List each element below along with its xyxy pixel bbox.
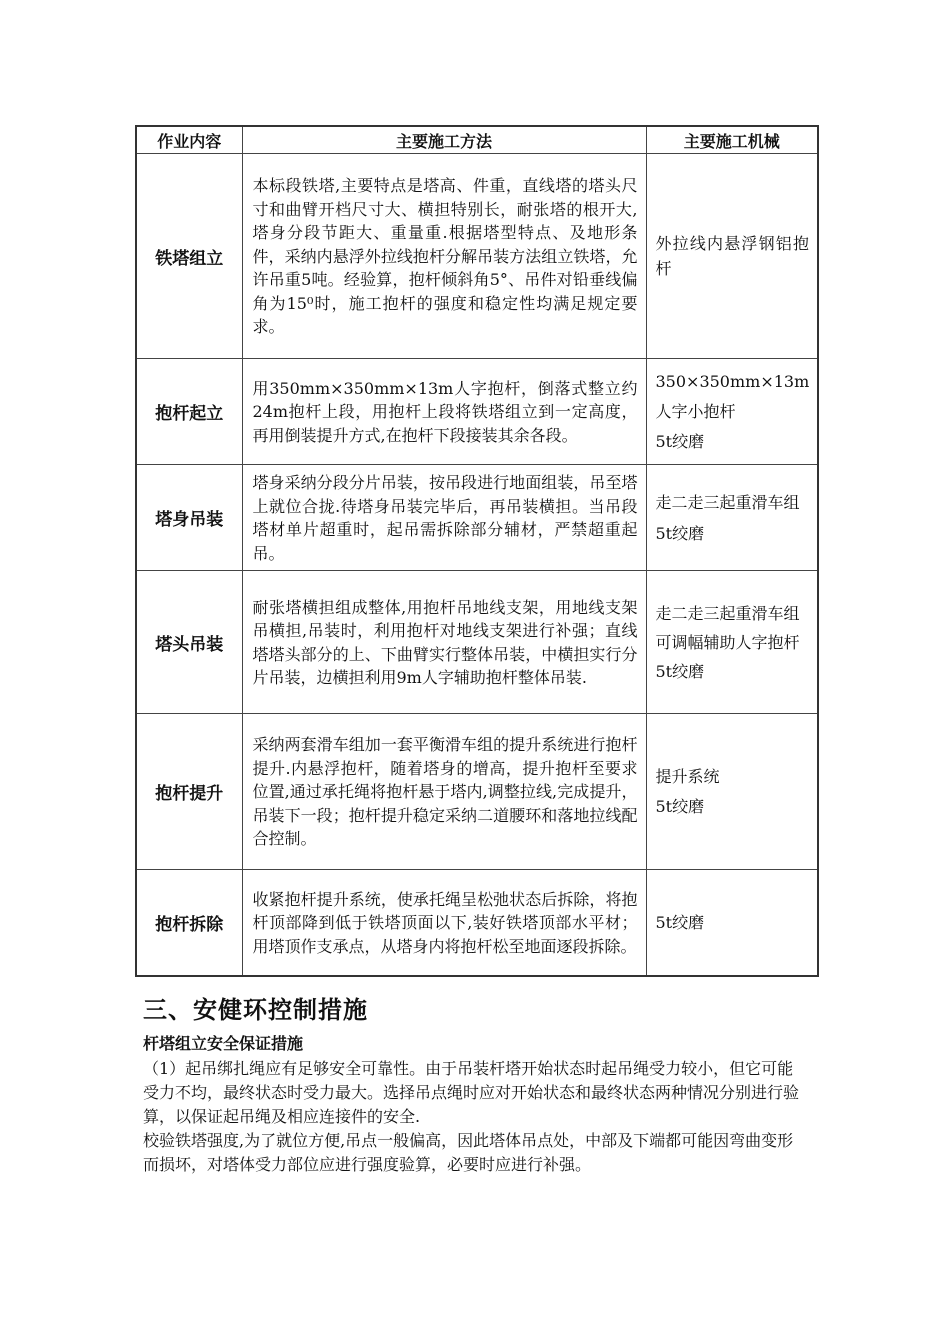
table-header-row (136, 126, 818, 154)
machinery-item: 人字小抱杆 (655, 401, 736, 421)
machinery-item: 350×350mm×13m (655, 371, 810, 391)
method-cell: 塔身采纳分段分片吊装，按吊段进行地面组装，吊至塔上就位合拢.待塔身吊装完毕后，再吊装横担。当吊段塔材单片超重时，起吊需拆除部分辅材，严禁超重起吊。 (242, 465, 646, 571)
construction-methods-table (135, 125, 819, 977)
task-cell: 塔身吊装 (136, 465, 242, 571)
machinery-item: 外拉线内悬浮钢铝抱杆 (655, 234, 809, 278)
method-cell: 耐张塔横担组成整体,用抱杆吊地线支架，用地线支架吊横担,吊装时，利用抱杆对地线支架进行补强；直线塔塔头部分的上、下曲臂实行整体吊装，中横担实行分片吊装，边横担利用9m人字辅助抱杆整体吊装. (242, 571, 646, 714)
machinery-item: 提升系统 (655, 766, 720, 786)
paragraph: 校验铁塔强度,为了就位方便,吊点一般偏高，因此塔体吊点处，中部及下端都可能因弯曲变形而损坏，对塔体受力部位应进行强度验算，必要时应进行补强。 (143, 1131, 794, 1174)
machinery-cell (646, 571, 818, 714)
machinery-cell (646, 359, 818, 465)
task-cell: 抱杆拆除 (136, 870, 242, 976)
machinery-item: 5t绞磨 (655, 796, 705, 816)
machinery-item: 可调幅辅助人字抱杆 (655, 632, 800, 652)
table-row (136, 465, 818, 571)
machinery-cell (646, 870, 818, 976)
machinery-item: 走二走三起重滑车组 (655, 603, 800, 623)
machinery-item: 5t绞磨 (655, 661, 705, 681)
method-cell: 本标段铁塔,主要特点是塔高、件重，直线塔的塔头尺寸和曲臂开档尺寸大、横担特别长，耐张塔的根开大,塔身分段节距大、重量重.根据塔型特点、及地形条件，采纳内悬浮外拉线抱杆分解吊装方法组立铁塔，允许吊重5吨。经验算，抱杆倾斜角5°、吊件对铅垂线偏角为15⁰时，施工抱杆的强度和稳定性均满足规定要求。 (242, 154, 646, 359)
body-text (143, 1057, 807, 1177)
method-cell: 用350mm×350mm×13m人字抱杆，倒落式整立约24m抱杆上段，用抱杆上段将铁塔组立到一定高度，再用倒装提升方式,在抱杆下段接装其余各段。 (242, 359, 646, 465)
machinery-cell (646, 465, 818, 571)
table-row (136, 154, 818, 359)
method-cell: 收紧抱杆提升系统，使承托绳呈松弛状态后拆除，将抱杆顶部降到低于铁塔顶面以下,装好铁塔顶部水平材；用塔顶作支承点，从塔身内将抱杆松至地面逐段拆除。 (242, 870, 646, 976)
machinery-cell (646, 714, 818, 870)
machinery-cell (646, 154, 818, 359)
section-heading: 三、安健环控制措施 (143, 996, 368, 1024)
machinery-item: 走二走三起重滑车组 (655, 492, 800, 512)
task-cell: 抱杆起立 (136, 359, 242, 465)
paragraph: （1）起吊绑扎绳应有足够安全可靠性。由于吊装杆塔开始状态时起吊绳受力较小，但它可能受力不均，最终状态时受力最大。选择吊点绳时应对开始状态和最终状态两种情况分别进行验算，以保证起吊绳及相应连接件的安全. (143, 1059, 800, 1126)
subsection-heading: 杆塔组立安全保证措施 (143, 1034, 304, 1053)
machinery-item: 5t绞磨 (655, 523, 705, 543)
task-cell: 塔头吊装 (136, 571, 242, 714)
table-row (136, 714, 818, 870)
header-method: 主要施工方法 (242, 126, 646, 154)
method-cell: 采纳两套滑车组加一套平衡滑车组的提升系统进行抱杆提升.内悬浮抱杆，随着塔身的增高，提升抱杆至要求位置,通过承托绳将抱杆悬于塔内,调整拉线,完成提升，吊装下一段；抱杆提升稳定采纳二道腰环和落地拉线配合控制。 (242, 714, 646, 870)
header-machinery: 主要施工机械 (646, 126, 818, 154)
table-row (136, 870, 818, 976)
task-cell: 铁塔组立 (136, 154, 242, 359)
header-task: 作业内容 (136, 126, 242, 154)
machinery-item: 5t绞磨 (655, 912, 705, 932)
table-row (136, 359, 818, 465)
task-cell: 抱杆提升 (136, 714, 242, 870)
table-row (136, 571, 818, 714)
machinery-item: 5t绞磨 (655, 431, 705, 451)
